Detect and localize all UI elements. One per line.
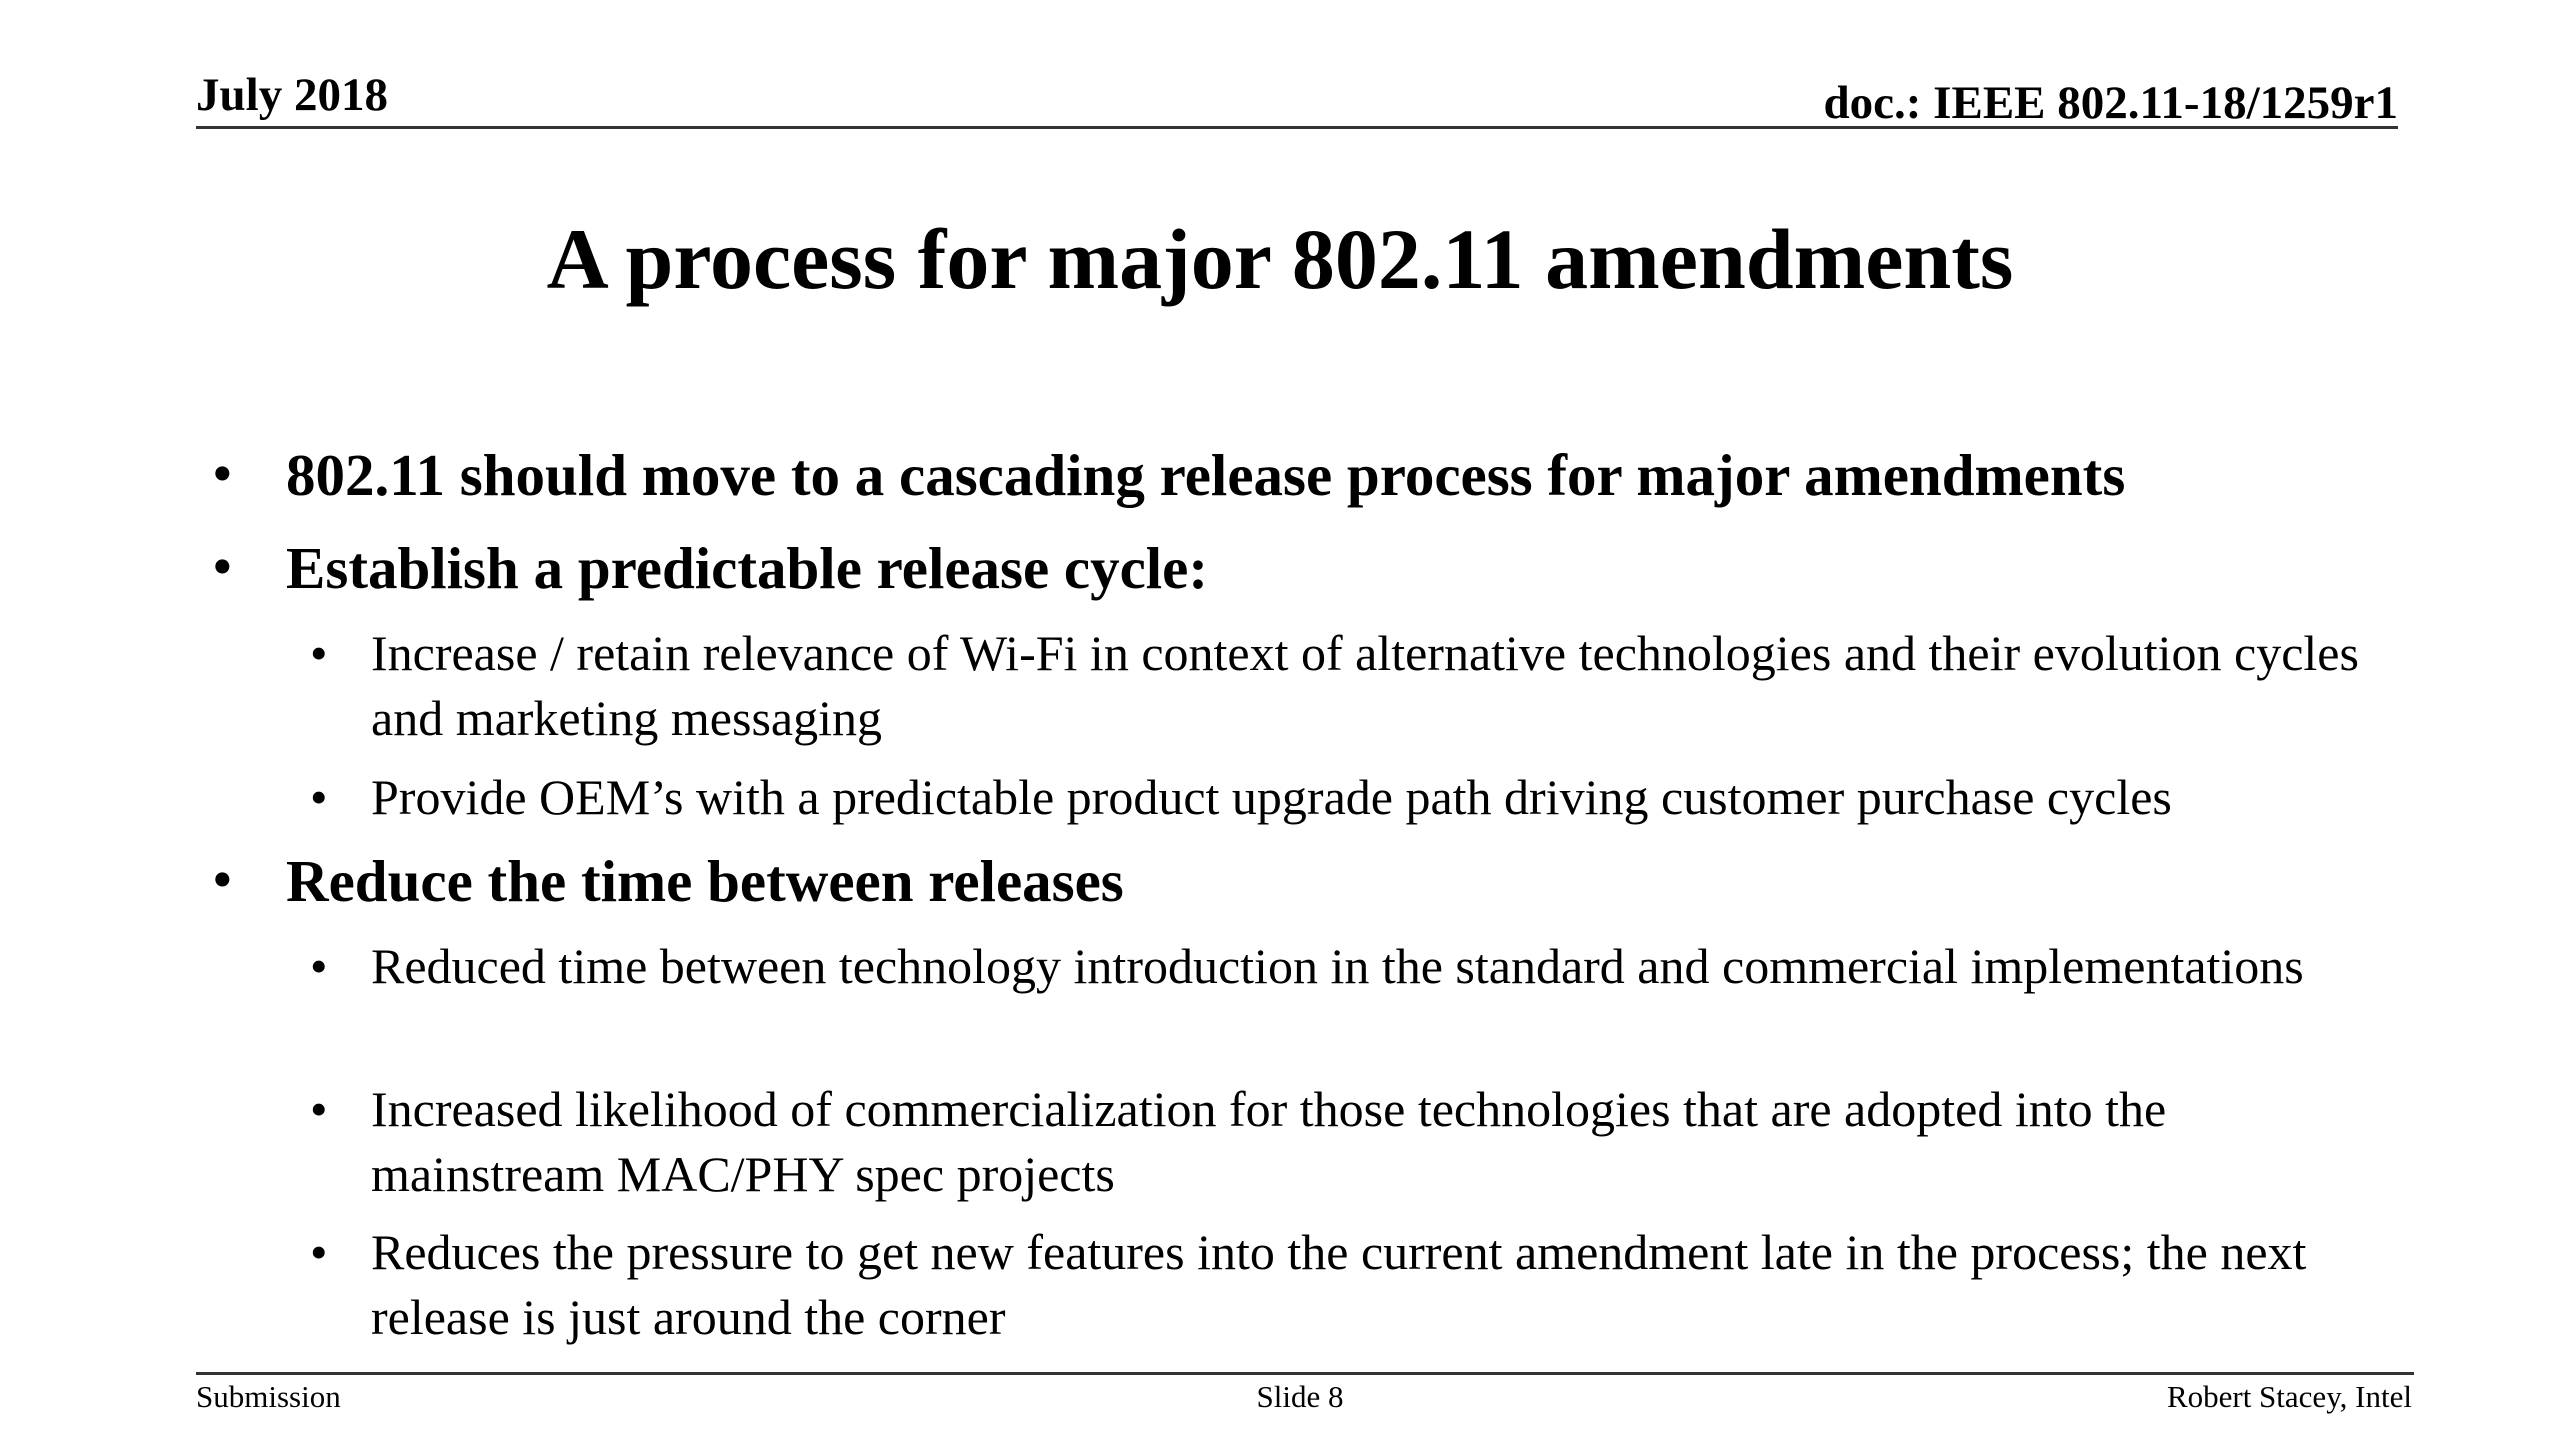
slide-title: A process for major 802.11 amendments	[546, 211, 2014, 307]
footer-author: Robert Stacey, Intel	[2166, 1379, 2412, 1414]
bullet-text: Establish a predictable release cycle:	[286, 535, 1209, 601]
bullet-icon: •	[212, 533, 233, 599]
bullet-text: Increased likelihood of commercialization for those technologies that are adopted into the mainstream MAC/PHY spec projects	[371, 1081, 2167, 1202]
bullet-icon: •	[310, 1224, 328, 1280]
bullet-level1-cascading-release	[212, 440, 2396, 508]
bullet-level2-reduces-pressure	[310, 1220, 2391, 1350]
header-doc-id: doc.: IEEE 802.11-18/1259r1	[1823, 77, 2398, 129]
bullet-icon: •	[310, 769, 328, 825]
bullet-level2-oem-upgrade	[310, 765, 2391, 830]
bullet-level2-commercialization	[310, 1077, 2391, 1207]
bullet-text: Reduced time between technology introduction in the standard and commercial implementations	[371, 938, 2304, 994]
footer-divider	[196, 1372, 2414, 1375]
bullet-text: Reduce the time between releases	[286, 848, 1124, 914]
bullet-level1-reduce-time	[212, 846, 2396, 914]
bullet-level2-relevance	[310, 621, 2391, 751]
bullet-text: Provide OEM’s with a predictable product upgrade path driving customer purchase cycles	[371, 769, 2172, 825]
bullet-text: 802.11 should move to a cascading release process for major amendments	[286, 442, 2126, 508]
bullet-text: Increase / retain relevance of Wi-Fi in context of alternative technologies and their evolution cycles and marketing messaging	[371, 625, 2359, 746]
bullet-icon: •	[310, 625, 328, 681]
bullet-level1-predictable-cycle	[212, 533, 2396, 601]
bullet-icon: •	[310, 938, 328, 994]
bullet-text: Reduces the pressure to get new features into the current amendment late in the process; the next release is just around the corner	[371, 1224, 2307, 1345]
bullet-icon: •	[310, 1081, 328, 1137]
footer-submission: Submission	[196, 1379, 341, 1414]
bullet-icon: •	[212, 440, 233, 506]
footer-slide-number: Slide 8	[1256, 1379, 1344, 1414]
header-date: July 2018	[196, 69, 388, 121]
bullet-icon: •	[212, 846, 233, 912]
bullet-level2-reduced-time	[310, 934, 2391, 999]
